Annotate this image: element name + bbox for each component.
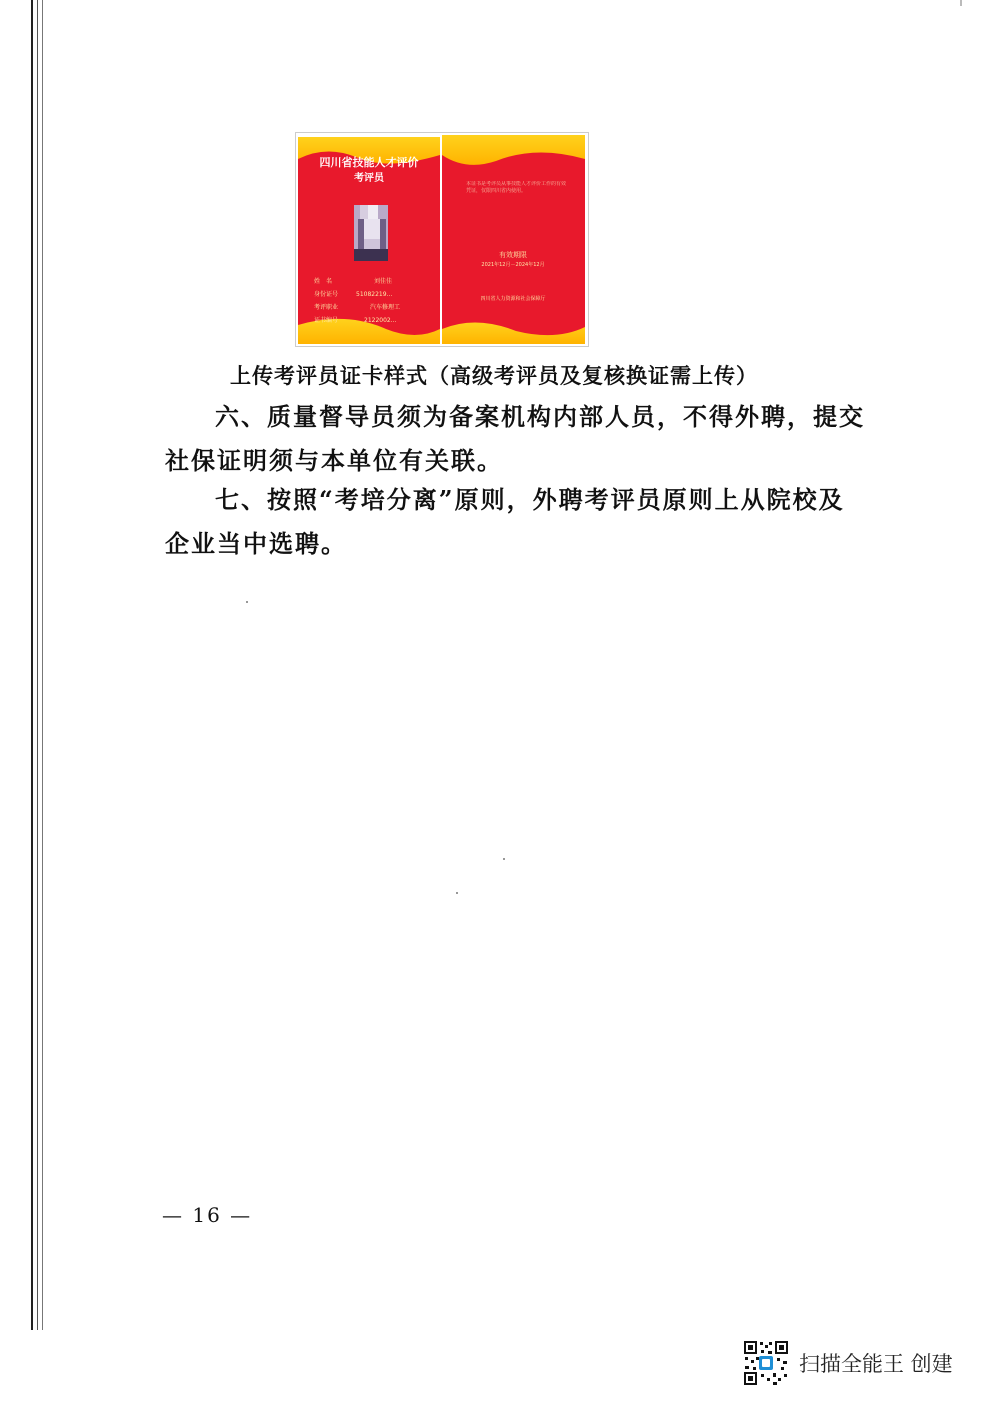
scan-speck	[456, 892, 458, 894]
watermark-text: 扫描全能王 创建	[799, 1352, 953, 1376]
binding-line	[37, 0, 38, 1330]
card-caption: 上传考评员证卡样式（高级考评员及复核换证需上传）	[230, 363, 758, 388]
paragraph-six	[165, 395, 865, 483]
card-back-notice: 本证书是考评员从事技能人才评价工作的有效凭证，仅限四川省内使用。	[466, 181, 567, 194]
examiner-card-photo	[296, 133, 588, 346]
scan-mark	[960, 0, 962, 6]
card-field-label: 考评职业	[314, 304, 339, 311]
card-field-label: 证书编号	[314, 317, 339, 324]
binding-line	[31, 0, 33, 1330]
binding-line	[42, 0, 43, 1330]
card-field-value: 51082219...	[356, 291, 393, 298]
paragraph-six-text: 六、质量督导员须为备案机构内部人员，不得外聘，提交社保证明须与本单位有关联。	[165, 402, 865, 475]
paragraph-seven	[165, 478, 865, 566]
card-back	[442, 135, 585, 344]
card-field-label: 身份证号	[314, 291, 339, 298]
card-front	[298, 137, 440, 344]
card-field-label: 姓 名	[314, 278, 333, 285]
card-issuer: 四川省人力资源和社会保障厅	[480, 296, 546, 302]
page-number: — 16 —	[162, 1203, 253, 1227]
card-field-value: 2122002...	[364, 317, 397, 324]
paragraph-seven-text: 七、按照“考培分离”原则，外聘考评员原则上从院校及企业当中选聘。	[165, 485, 845, 558]
card-field-value: 刘佳佳	[374, 278, 393, 285]
blurred-portrait-image	[354, 205, 388, 261]
card-validity-value: 2021年12月－2024年12月	[481, 262, 545, 268]
scan-speck	[246, 601, 248, 603]
card-field-value: 汽车修理工	[370, 304, 401, 311]
scanner-watermark	[743, 1340, 953, 1386]
scan-speck	[503, 858, 505, 860]
card-validity-title: 有效期限	[499, 251, 527, 259]
card-front-subtitle: 考评员	[354, 173, 384, 184]
qr-code-icon	[743, 1340, 789, 1386]
card-front-title: 四川省技能人才评价	[319, 156, 419, 169]
